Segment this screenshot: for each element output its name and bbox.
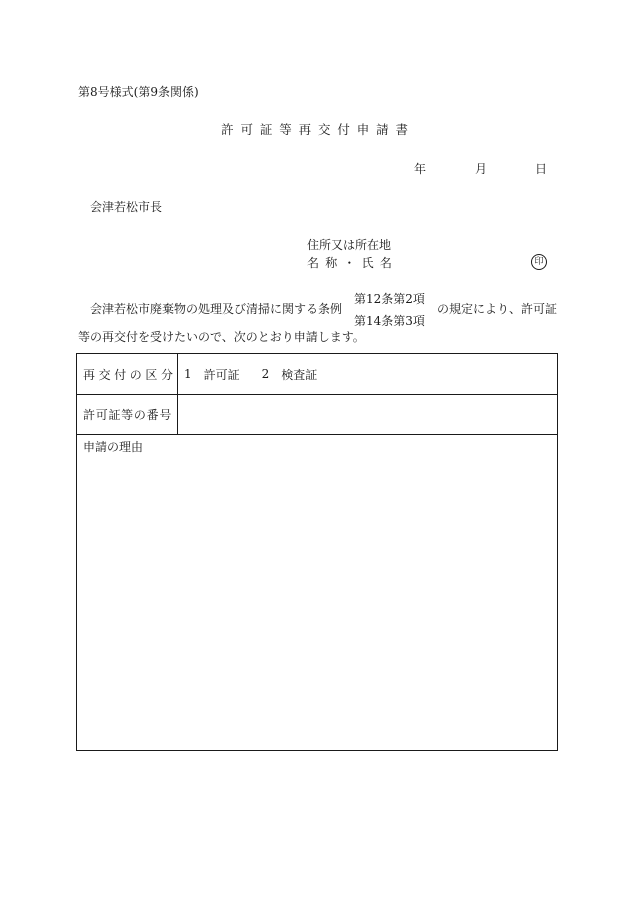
body-text-end: の規定により、許可証 — [437, 302, 558, 316]
application-table — [76, 353, 558, 751]
reissue-type-options — [178, 354, 557, 394]
table-row-reissue-type — [77, 354, 557, 395]
permit-number-label: 許可証等の番号 — [77, 394, 178, 434]
seal-icon: 印 — [531, 254, 547, 270]
reason-label: 申請の理由 — [83, 440, 144, 454]
body-text-line-2: 等の再交付を受けたいので、次のとおり申請します。 — [78, 330, 365, 344]
body-text-start: 会津若松市廃棄物の処理及び清掃に関する条例 — [90, 302, 343, 316]
document-title: 許可証等再交付申請書 — [221, 122, 415, 137]
table-row-permit-number — [77, 394, 557, 435]
date-day-label: 日 — [535, 162, 548, 176]
addressee: 会津若松市長 — [90, 200, 163, 214]
reissue-option-inspection[interactable]: 検査証 — [281, 367, 318, 382]
applicant-address-label: 住所又は所在地 — [307, 238, 392, 252]
reissue-option-2-number: 2 — [261, 367, 270, 381]
permit-number-field[interactable] — [178, 394, 557, 434]
date-year-label: 年 — [414, 162, 427, 176]
reissue-type-label: 再交付の区分 — [77, 354, 178, 394]
date-month-label: 月 — [475, 162, 488, 176]
ordinance-clause-option-2: 第14条第3項 — [354, 314, 425, 328]
reissue-option-1-number: 1 — [184, 367, 192, 381]
reissue-option-permit[interactable]: 許可証 — [203, 367, 240, 382]
applicant-name-label: 名 称 ・ 氏 名 — [307, 256, 394, 270]
ordinance-clause-option-1: 第12条第2項 — [354, 292, 425, 306]
form-number: 第8号様式(第9条関係) — [78, 85, 199, 99]
reason-field[interactable] — [77, 454, 557, 750]
